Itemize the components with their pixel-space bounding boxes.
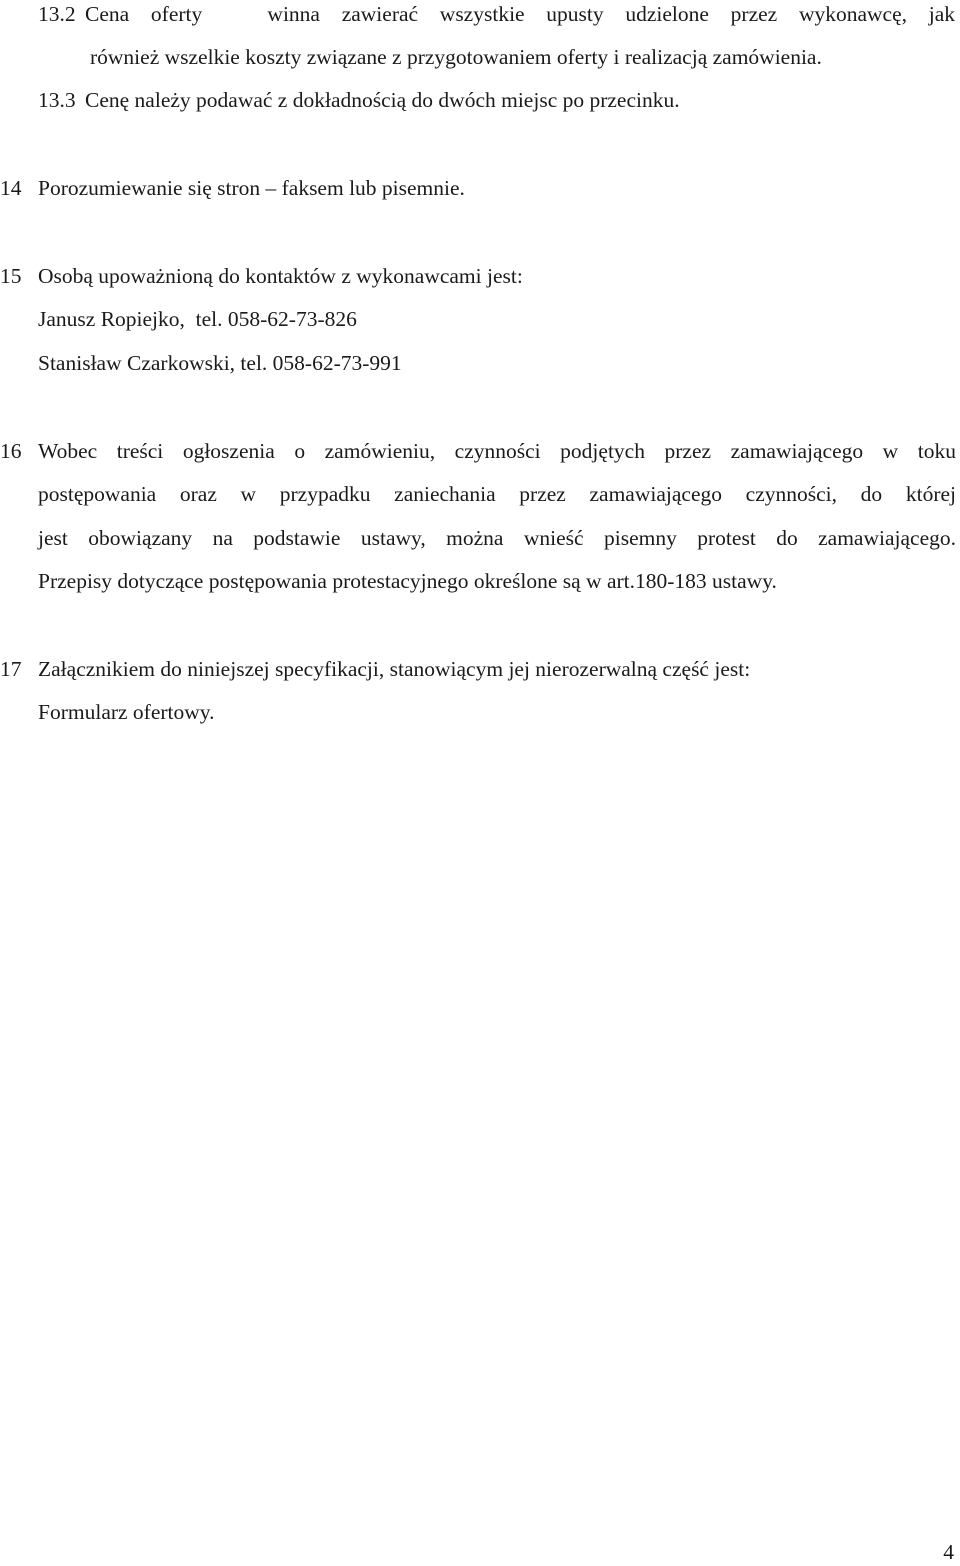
- section-14-line-1: Porozumiewanie się stron – faksem lub pisemnie.: [38, 176, 465, 200]
- section-number-13-2: 13.2: [38, 2, 76, 26]
- contact-janusz-ropiejko: Janusz Ropiejko, tel. 058-62-73-826: [38, 307, 357, 331]
- section-number-13-3: 13.3: [38, 88, 76, 112]
- section-16-line-2: postępowania oraz w przypadku zaniechania przez zamawiającego czynności, do której: [38, 482, 956, 506]
- section-17-line-2: Formularz ofertowy.: [38, 700, 215, 724]
- section-13-2-line-1: Cena oferty winna zawierać wszystkie upusty udzielone przez wykonawcę, jak: [85, 2, 955, 26]
- section-15-line-1: Osobą upoważnioną do kontaktów z wykonawcami jest:: [38, 264, 523, 288]
- section-number-15: 15: [0, 264, 22, 288]
- section-number-17: 17: [0, 657, 22, 681]
- section-16-line-4: Przepisy dotyczące postępowania protestacyjnego określone są w art.180-183 ustawy.: [38, 569, 777, 593]
- section-13-3-line-1: Cenę należy podawać z dokładnością do dwóch miejsc po przecinku.: [85, 88, 680, 112]
- section-17-line-1: Załącznikiem do niniejszej specyfikacji, stanowiącym jej nierozerwalną część jest:: [38, 657, 751, 681]
- section-16-line-1: Wobec treści ogłoszenia o zamówieniu, czynności podjętych przez zamawiającego w toku: [38, 439, 956, 463]
- section-13-2-line-2: również wszelkie koszty związane z przygotowaniem oferty i realizacją zamówienia.: [90, 45, 822, 69]
- contact-stanislaw-czarkowski: Stanisław Czarkowski, tel. 058-62-73-991: [38, 351, 402, 375]
- section-16-line-3: jest obowiązany na podstawie ustawy, można wnieść pisemny protest do zamawiającego.: [38, 526, 956, 550]
- section-number-16: 16: [0, 439, 22, 463]
- section-number-14: 14: [0, 176, 22, 200]
- page-number: 4: [943, 1540, 954, 1564]
